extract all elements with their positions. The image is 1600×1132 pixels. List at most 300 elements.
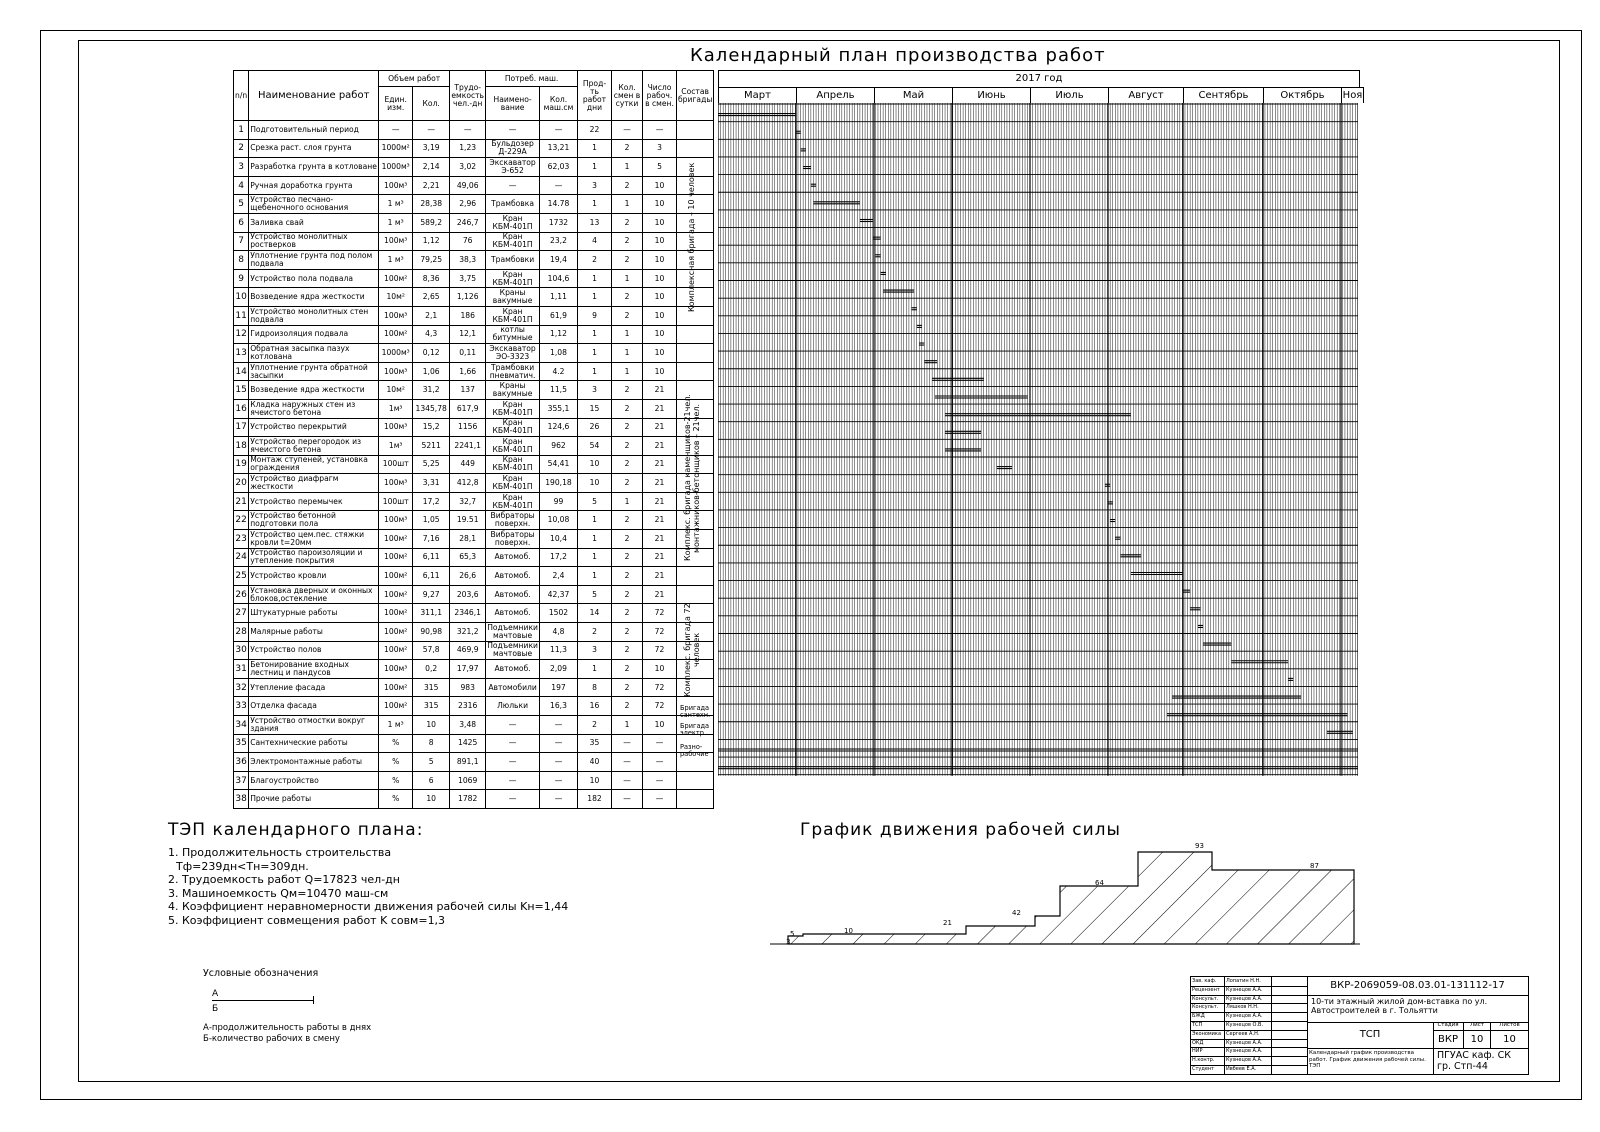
cell-days: 35	[577, 734, 611, 753]
cell-unit: 1 м³	[379, 195, 413, 214]
cell-labor: 49,06	[450, 176, 486, 195]
cell-qty: 315	[413, 697, 450, 716]
cell-name: Уплотнение грунта обратной засыпки	[249, 362, 379, 381]
cell-machine: Подъемники мачтовые	[487, 622, 538, 640]
cell-qty: 9,27	[413, 585, 450, 604]
cell-n: 27	[234, 604, 249, 623]
stamp-person: Ивбеев Е.А.	[1226, 1065, 1272, 1074]
cell-unit: 100шт	[379, 492, 413, 511]
stamp-role: Консульт.	[1192, 995, 1225, 1004]
table-row	[234, 213, 714, 232]
cell-days: 22	[577, 121, 611, 140]
table-row	[234, 604, 714, 623]
cell-days: 182	[577, 790, 611, 809]
header-name: Наименование работ	[249, 71, 379, 121]
cell-n: 8	[234, 251, 249, 270]
cell-days: 1	[577, 344, 611, 363]
cell-name: Устройство перемычек	[249, 492, 379, 511]
cell-machine: Экскаватор Э-652	[486, 158, 540, 177]
cell-labor: 469,9	[450, 641, 486, 660]
stamp-stage: ВКР	[1433, 1031, 1464, 1048]
table-row	[234, 511, 714, 530]
crew-label-6: Разно-рабочие	[680, 743, 709, 758]
legend-b-text: Б-количество рабочих в смену	[203, 1034, 340, 1044]
cell-qty: 57,8	[413, 641, 450, 660]
cell-workers: 10	[642, 325, 676, 344]
cell-name: Устройство монолитных ростверков	[249, 232, 379, 251]
cell-labor: 1,126	[450, 288, 486, 307]
cell-workers: 21	[642, 418, 676, 437]
stamp-sheet: 10	[1464, 1031, 1491, 1048]
month-label: Май	[875, 87, 953, 103]
cell-shifts: 1	[611, 362, 642, 381]
tep-list	[168, 846, 568, 928]
cell-shifts: 2	[611, 604, 642, 623]
cell-machine: Бульдозер Д-229А	[486, 139, 540, 158]
cell-workers: 10	[642, 344, 676, 363]
cell-mqty: 355,1	[539, 399, 577, 418]
table-row	[234, 418, 714, 437]
cell-name: Подготовительный период	[249, 121, 379, 140]
table-row	[234, 548, 714, 567]
cell-unit: 100м²	[379, 697, 413, 716]
cell-days: 16	[577, 697, 611, 716]
cell-mqty: —	[539, 790, 577, 809]
cell-workers: 10	[642, 716, 676, 735]
table-row	[234, 139, 714, 158]
cell-machine: Автомоб.	[486, 585, 540, 604]
cell-labor: 1,66	[450, 362, 486, 381]
cell-workers: 10	[642, 660, 676, 679]
cell-qty: 2,14	[413, 158, 450, 177]
cell-unit: 100шт	[379, 455, 413, 474]
cell-unit: 100м²	[379, 604, 413, 623]
cell-shifts: 2	[611, 474, 642, 493]
stamp-role: ТСП	[1192, 1021, 1225, 1030]
year-header: 2017 год	[718, 70, 1360, 87]
header-crew: Состав бригады	[676, 71, 713, 121]
table-row	[234, 623, 714, 642]
cell-days: 13	[577, 213, 611, 232]
cell-shifts: 1	[611, 269, 642, 288]
cell-mqty: 42,37	[539, 585, 577, 604]
cell-mqty: 190,18	[539, 474, 577, 493]
legend-a: А	[212, 989, 219, 999]
cell-mqty: 11,5	[539, 381, 577, 400]
stamp-code: ВКР-2069059-08.03.01-131112-17	[1307, 977, 1528, 996]
cell-shifts: 2	[611, 176, 642, 195]
cell-unit: 1 м³	[379, 716, 413, 735]
cell-n: 14	[234, 362, 249, 381]
table-row	[234, 567, 714, 586]
workforce-chart	[770, 840, 1370, 955]
cell-name: Обратная засыпка пазух котлована	[249, 344, 379, 363]
cell-shifts: 2	[611, 437, 642, 456]
table-row	[234, 325, 714, 344]
table-row	[234, 790, 714, 809]
cell-mqty: 1,11	[539, 288, 577, 307]
header-num: n/n	[234, 71, 249, 121]
cell-n: 36	[234, 753, 249, 772]
cell-shifts: 2	[611, 213, 642, 232]
table-row	[234, 176, 714, 195]
cell-labor: 1156	[450, 418, 486, 437]
cell-n: 11	[234, 306, 249, 325]
cell-qty: 1345,78	[413, 399, 450, 418]
cell-n: 1	[234, 121, 249, 140]
header-labor: Трудо-емкость чел.-дн	[450, 71, 486, 121]
table-row	[234, 641, 714, 660]
cell-unit: 100м³	[379, 176, 413, 195]
cell-workers: 5	[642, 158, 676, 177]
header-unit: Един. изм.	[379, 87, 413, 121]
cell-shifts: 2	[611, 288, 642, 307]
cell-qty: 5211	[413, 437, 450, 456]
cell-qty: 1,05	[413, 511, 450, 530]
cell-mqty: —	[539, 771, 577, 790]
stamp-role: Зав. каф.	[1192, 977, 1225, 986]
cell-machine: Краны вакумные	[486, 288, 540, 307]
cell-name: Устройство монолитных стен подвала	[249, 306, 379, 325]
cell-days: 3	[577, 176, 611, 195]
cell-labor: 19.51	[450, 511, 486, 530]
cell-shifts: 2	[611, 399, 642, 418]
cell-workers: 21	[642, 511, 676, 530]
crew-label-1: Комплексная бригада – 10 человек	[687, 162, 696, 313]
cell-shifts: —	[611, 734, 642, 753]
stamp-person: Кузнецов А.А.	[1226, 1039, 1272, 1048]
month-label: Ноя	[1342, 87, 1364, 103]
crew-label-4: Бригада сантехн.	[680, 704, 711, 719]
cell-machine: Трамбовка	[486, 195, 540, 214]
cell-crew	[676, 771, 713, 790]
tep-item: Тф=239дн<Тн=309дн.	[176, 859, 309, 873]
cell-days: 54	[577, 437, 611, 456]
cell-mqty: 2,4	[539, 567, 577, 586]
cell-days: 15	[577, 399, 611, 418]
cell-labor: 983	[450, 678, 486, 697]
cell-n: 22	[234, 511, 249, 530]
cell-qty: 0,12	[413, 344, 450, 363]
cell-labor: 203,6	[450, 585, 486, 604]
cell-machine: Автомобили	[486, 678, 540, 697]
tep-item: 5. Коэффициент совмещения работ K совм=1,3	[168, 913, 446, 927]
cell-machine: —	[486, 753, 540, 772]
cell-machine: —	[486, 734, 540, 753]
cell-qty: 2,21	[413, 176, 450, 195]
cell-workers: 72	[642, 623, 676, 642]
cell-mqty: 11,3	[539, 641, 577, 660]
cell-mqty: 10,08	[539, 511, 577, 530]
cell-shifts: 2	[611, 678, 642, 697]
cell-name: Устройство перегородок из ячеистого бетона	[249, 437, 379, 456]
cell-days: 10	[577, 474, 611, 493]
cell-machine: Кран КБМ-401П	[486, 437, 540, 456]
cell-labor: 186	[450, 306, 486, 325]
cell-unit: 10м²	[379, 288, 413, 307]
month-label: Сентябрь	[1184, 87, 1264, 103]
legend-text	[203, 1023, 371, 1045]
cell-n: 2	[234, 139, 249, 158]
cell-workers: 72	[642, 641, 676, 660]
cell-days: 1	[577, 511, 611, 530]
cell-machine: —	[486, 771, 540, 790]
cell-name: Прочие работы	[249, 790, 379, 809]
cell-machine: Трамбовки	[486, 251, 540, 270]
cell-days: 2	[577, 623, 611, 642]
cell-name: Устройство диафрагм жесткости	[249, 474, 379, 493]
cell-days: 1	[577, 139, 611, 158]
cell-days: 1	[577, 288, 611, 307]
cell-unit: 100м³	[379, 660, 413, 679]
cell-workers: 21	[642, 455, 676, 474]
cell-labor: 449	[450, 455, 486, 474]
cell-shifts: 2	[611, 660, 642, 679]
header-machine-qty: Кол. маш.см	[539, 87, 577, 121]
cell-qty: 311,1	[413, 604, 450, 623]
stamp-org: ПГУАС каф. СК гр. Стп-44	[1433, 1048, 1528, 1074]
cell-mqty: —	[539, 716, 577, 735]
workforce-label: 42	[1012, 909, 1021, 917]
cell-machine: Трамбовки пневматич.	[486, 362, 540, 381]
table-row	[234, 716, 714, 735]
cell-machine: —	[486, 176, 540, 195]
workforce-label: 5	[790, 930, 795, 938]
cell-n: 9	[234, 269, 249, 288]
cell-unit: 1000м²	[379, 139, 413, 158]
stamp-role: НИР	[1192, 1047, 1225, 1056]
cell-qty: 7,16	[413, 530, 450, 549]
stamp-person: Сергеев А.Н.	[1226, 1030, 1272, 1039]
cell-shifts: 2	[611, 585, 642, 604]
cell-workers: —	[642, 771, 676, 790]
cell-shifts: 1	[611, 344, 642, 363]
cell-name: Устройство пола подвала	[249, 269, 379, 288]
legend-tick	[313, 996, 314, 1004]
cell-shifts: 2	[611, 455, 642, 474]
cell-unit: 100м²	[379, 325, 413, 344]
cell-crew	[676, 790, 713, 809]
cell-name: Устройство отмостки вокруг здания	[249, 716, 379, 735]
cell-labor: 321,2	[450, 623, 486, 642]
legend-title: Условные обозначения	[203, 968, 319, 979]
table-row	[234, 437, 714, 456]
table-row	[234, 288, 714, 307]
cell-name: Устройство полов	[249, 641, 379, 660]
cell-mqty: 14.78	[539, 195, 577, 214]
stamp-sheets-label: Листов	[1491, 1022, 1528, 1031]
cell-workers: 10	[642, 176, 676, 195]
cell-name: Устройство цем.пес. стяжки кровли t=20мм	[249, 530, 379, 549]
tep-item: 4. Коэффициент неравномерности движения рабочей силы Kн=1,44	[168, 900, 569, 914]
cell-shifts: 2	[611, 381, 642, 400]
cell-days: 5	[577, 492, 611, 511]
cell-workers: 72	[642, 678, 676, 697]
stamp-person: Лопатин Н.Н.	[1226, 977, 1272, 986]
cell-days: 10	[577, 455, 611, 474]
cell-n: 37	[234, 771, 249, 790]
cell-labor: 28,1	[450, 530, 486, 549]
cell-workers: 21	[642, 437, 676, 456]
cell-labor: 32,7	[450, 492, 486, 511]
cell-mqty: 23,2	[539, 232, 577, 251]
cell-qty: 6,11	[413, 548, 450, 567]
table-row	[234, 474, 714, 493]
cell-unit: 1м³	[379, 437, 413, 456]
cell-mqty: 104,6	[539, 269, 577, 288]
cell-shifts: 1	[611, 716, 642, 735]
cell-mqty: 4.2	[539, 362, 577, 381]
cell-workers: —	[642, 121, 676, 140]
workforce-label: 64	[1095, 879, 1104, 887]
cell-workers: 10	[642, 362, 676, 381]
cell-n: 3	[234, 158, 249, 177]
cell-machine: Вибраторы поверхн.	[486, 530, 540, 549]
cell-n: 21	[234, 492, 249, 511]
stamp-role: Консульт.	[1192, 1003, 1225, 1012]
cell-machine: Кран КБМ-401П	[486, 455, 540, 474]
legend-a-text: А-продолжительность работы в днях	[203, 1023, 372, 1033]
cell-n: 38	[234, 790, 249, 809]
cell-days: 2	[577, 251, 611, 270]
cell-qty: 589,2	[413, 213, 450, 232]
cell-name: Бетонирование входных лестниц и пандусов	[249, 660, 379, 679]
cell-unit: 100м³	[379, 418, 413, 437]
cell-mqty: 1732	[539, 213, 577, 232]
table-row	[234, 362, 714, 381]
month-label: Июль	[1031, 87, 1109, 103]
cell-machine: Кран КБМ-401П	[486, 269, 540, 288]
cell-labor: 65,3	[450, 548, 486, 567]
cell-unit: 1 м³	[379, 213, 413, 232]
cell-machine: Люльки	[486, 697, 540, 716]
cell-labor: 3,48	[450, 716, 486, 735]
table-row	[234, 121, 714, 140]
stamp-role: Н.контр.	[1192, 1056, 1225, 1065]
tep-item: 2. Трудоемкость работ Q=17823 чел-дн	[168, 873, 400, 887]
cell-shifts: 2	[611, 567, 642, 586]
cell-labor: 617,9	[450, 399, 486, 418]
cell-days: 3	[577, 381, 611, 400]
cell-unit: 100м³	[379, 474, 413, 493]
cell-workers: 21	[642, 492, 676, 511]
cell-mqty: 962	[539, 437, 577, 456]
cell-n: 13	[234, 344, 249, 363]
table-row	[234, 269, 714, 288]
cell-name: Устройство кровли	[249, 567, 379, 586]
cell-shifts: 2	[611, 697, 642, 716]
cell-workers: 21	[642, 548, 676, 567]
tep-item: 1. Продолжительность строительства	[168, 846, 392, 859]
cell-mqty: 16,3	[539, 697, 577, 716]
cell-labor: 12,1	[450, 325, 486, 344]
cell-name: Заливка свай	[249, 213, 379, 232]
title-block	[1190, 976, 1529, 1075]
workforce-label: 93	[1195, 842, 1204, 850]
page-title: Календарный план производства работ	[690, 45, 1106, 66]
month-label: Апрель	[797, 87, 875, 103]
cell-machine: Вибраторы поверхн.	[486, 511, 540, 530]
cell-name: Сантехнические работы	[249, 734, 379, 753]
cell-days: 5	[577, 585, 611, 604]
cell-unit: 100м³	[379, 511, 413, 530]
cell-shifts: 2	[611, 232, 642, 251]
cell-mqty: —	[539, 121, 577, 140]
cell-labor: 3,02	[450, 158, 486, 177]
cell-qty: 1,12	[413, 232, 450, 251]
table-row	[234, 344, 714, 363]
table-row	[234, 251, 714, 270]
cell-workers: 10	[642, 232, 676, 251]
cell-workers: —	[642, 734, 676, 753]
cell-name: Устройство песчано-щебеночного основания	[249, 195, 379, 214]
cell-name: Возведение ядра жесткости	[249, 381, 379, 400]
cell-machine: Автомоб.	[486, 567, 540, 586]
cell-unit: 100м²	[379, 623, 413, 642]
cell-machine: Кран КБМ-401П	[486, 474, 540, 493]
tep-title: ТЭП календарного плана:	[168, 820, 424, 840]
cell-machine: Краны вакумные	[486, 381, 540, 400]
cell-n: 28	[234, 623, 249, 642]
cell-mqty: 2,09	[539, 660, 577, 679]
cell-shifts: 2	[611, 418, 642, 437]
cell-labor: 26,6	[450, 567, 486, 586]
table-row	[234, 734, 714, 753]
cell-qty: 2,1	[413, 306, 450, 325]
cell-days: 1	[577, 660, 611, 679]
cell-workers: 21	[642, 530, 676, 549]
table-row	[234, 381, 714, 400]
cell-qty: 79,25	[413, 251, 450, 270]
cell-mqty: —	[539, 176, 577, 195]
cell-days: 1	[577, 530, 611, 549]
cell-qty: 0,2	[413, 660, 450, 679]
cell-qty: 8	[413, 734, 450, 753]
cell-name: Устройство бетонной подготовки пола	[249, 511, 379, 530]
workforce-label: 21	[943, 919, 952, 927]
cell-unit: 1000м³	[379, 158, 413, 177]
cell-labor: 1069	[450, 771, 486, 790]
stamp-role: Рецензент	[1192, 986, 1225, 995]
stamp-stage-grid	[1433, 1022, 1528, 1048]
cell-shifts: 2	[611, 306, 642, 325]
cell-shifts: —	[611, 771, 642, 790]
table-row	[234, 660, 714, 679]
cell-name: Отделка фасада	[249, 697, 379, 716]
cell-mqty: 1,08	[539, 344, 577, 363]
cell-n: 6	[234, 213, 249, 232]
cell-days: 8	[577, 678, 611, 697]
workforce-label: 10	[844, 927, 853, 935]
cell-days: 1	[577, 362, 611, 381]
cell-name: Установка дверных и оконных блоков,остекление	[249, 585, 379, 604]
cell-shifts: 2	[611, 251, 642, 270]
stamp-sheet-label: Лист	[1464, 1022, 1491, 1031]
cell-shifts: 2	[611, 623, 642, 642]
cell-labor: 3,75	[450, 269, 486, 288]
cell-unit: 100м²	[379, 641, 413, 660]
cell-labor: 38,3	[450, 251, 486, 270]
cell-days: 10	[577, 771, 611, 790]
crew-label-2: Комплекс. бригада каменщиков-21чел. монтажников-бетонщиков – 21чел.	[683, 394, 701, 562]
cell-unit: 100м³	[379, 362, 413, 381]
cell-machine: —	[486, 716, 540, 735]
cell-mqty: 13,21	[539, 139, 577, 158]
cell-name: Утепление фасада	[249, 678, 379, 697]
month-label: Октябрь	[1264, 87, 1342, 103]
workforce-label: 87	[1310, 862, 1319, 870]
cell-unit: 1000м³	[379, 344, 413, 363]
